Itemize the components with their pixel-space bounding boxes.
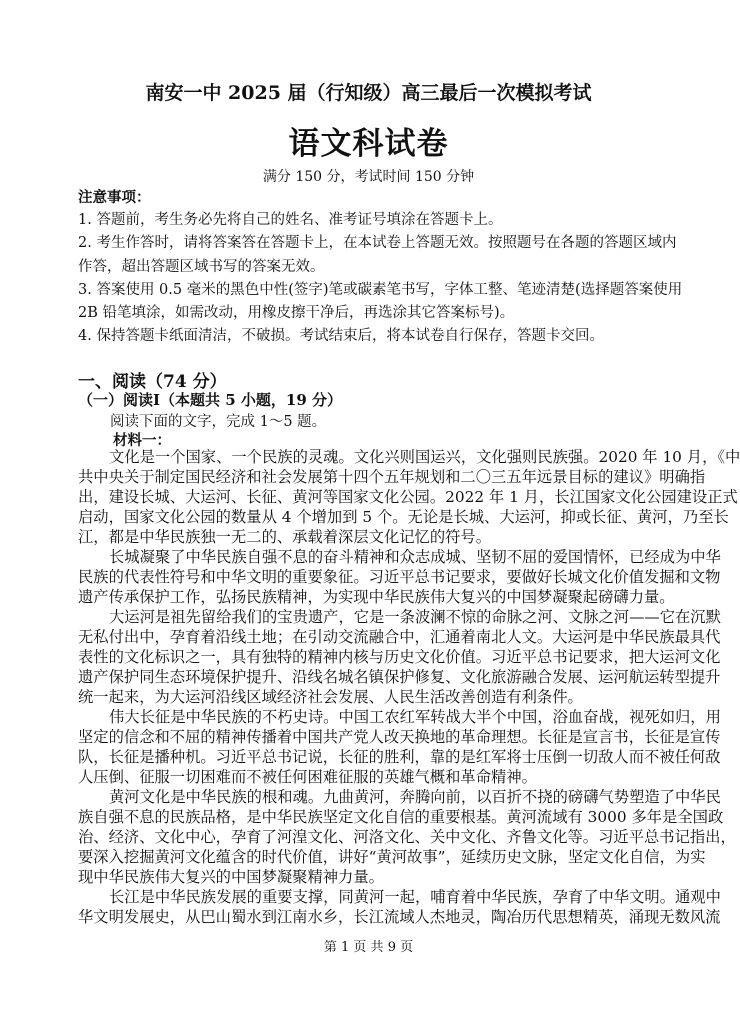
section-heading: 一、阅读（74 分）: [78, 372, 227, 392]
paragraph-line: 启动，国家文化公园的数量从 4 个增加到 5 个。无论是长城、大运河，抑或长征、黄河，乃至长: [78, 508, 729, 526]
notes-line: 1. 答题前，考生务必先将自己的姓名、准考证号填涂在答题卡上。: [78, 212, 503, 229]
paragraph: [78, 787, 736, 887]
page-footer: 第 1 页 共 9 页: [323, 940, 414, 955]
paragraph-line: 共中央关于制定国民经济和社会发展第十四个五年规划和二〇三五年远景目标的建议》明确指: [78, 468, 706, 486]
paragraph-line: 黄河文化是中华民族的根和魂。九曲黄河，奔腾向前，以百折不挠的磅礴气势塑造了中华民: [109, 788, 721, 806]
notes-line: 2B 铅笔填涂，如需改动，用橡皮擦干净后，再选涂其它答案标号)。: [78, 305, 515, 322]
paragraph-line: 华文明发展史，从巴山蜀水到江南水乡，长江流域人杰地灵，陶冶历代思想精英，涌现无数风流: [78, 908, 721, 926]
paragraph-line: 伟大长征是中华民族的不朽史诗。中国工农红军转战大半个中国，浴血奋战，视死如归，用: [109, 708, 721, 726]
paragraph-line: 长城凝聚了中华民族自强不息的奋斗精神和众志成城、坚韧不屈的爱国情怀，已经成为中华: [109, 548, 721, 566]
notes-line: 4. 保持答题卡纸面清洁，不破损。考试结束后，将本试卷自行保存，答题卡交回。: [78, 328, 604, 345]
paragraph-line: 表性的文化标识之一，具有独特的精神内核与历史文化价值。习近平总书记要求，把大运河文化: [78, 648, 721, 666]
paragraph-line: 出，建设长城、大运河、长征、黄河等国家文化公园。2022 年 1 月，长江国家文化公园建设正式: [78, 488, 738, 506]
paragraph-line: 治、经济、文化中心，孕育了河湟文化、河洛文化、关中文化、齐鲁文化等。习近平总书记指出，: [78, 828, 736, 846]
material-label: 材料一：: [113, 432, 171, 449]
paragraph-line: 族自强不息的民族品格，是中华民族坚定文化自信的重要根基。黄河流域有 3000 多年是全国政: [78, 808, 724, 826]
paragraph-line: 人压倒、征服一切困难而不被任何困难征服的英雄气概和革命精神。: [78, 768, 537, 786]
paragraph-line: 大运河是祖先留给我们的宝贵遗产，它是一条波澜不惊的命脉之河、文脉之河——它在沉默: [109, 608, 721, 626]
notes-heading: 注意事项：: [78, 189, 151, 206]
paper-title: 语文科试卷: [288, 126, 449, 162]
paragraph: [78, 887, 721, 927]
paragraph-line: 江，都是中华民族独一无二的、承载着深层文化记忆的符号。: [78, 528, 492, 546]
reading-passage: [78, 447, 740, 927]
paragraph: [78, 447, 740, 547]
notes-line: 2. 考生作答时，请将答案答在答题卡上，在本试卷上答题无效。按照题号在各题的答题区域内: [78, 235, 677, 252]
notes-section: [78, 186, 683, 348]
paragraph: [78, 707, 721, 787]
instruction-text: 阅读下面的文字，完成 1～5 题。: [110, 414, 327, 430]
paragraph-line: 要深入挖掘黄河文化蕴含的时代价值，讲好“黄河故事”，延续历史文脉，坚定文化自信，为实: [78, 848, 706, 866]
exam-subtitle: 满分 150 分，考试时间 150 分钟: [262, 169, 475, 185]
paragraph-line: 民族的代表性符号和中华文明的重要象征。习近平总书记要求，要做好长城文化价值发掘和文物: [78, 568, 721, 586]
paragraph-line: 统一起来，为大运河沿线区域经济社会发展、人民生活改善创造有利条件。: [78, 688, 583, 706]
paragraph-line: 队，长征是播种机。习近平总书记说，长征的胜利，靠的是红军将士压倒一切敌人而不被任何敌: [78, 748, 721, 766]
paragraph-line: 坚定的信念和不屈的精神传播着中国共产党人改天换地的革命理想。长征是宣言书，长征是宣传: [78, 728, 721, 746]
paragraph: [78, 607, 721, 707]
paragraph-line: 长江是中华民族发展的重要支撑，同黄河一起，哺育着中华民族，孕育了中华文明。通观中: [109, 888, 721, 906]
paragraph-line: 文化是一个国家、一个民族的灵魂。文化兴则国运兴，文化强则民族强。2020 年 10 月，《中: [109, 448, 740, 466]
subsection-heading: （一）阅读Ⅰ（本题共 5 小题，19 分）: [78, 391, 342, 409]
notes-line: 作答，超出答题区域书写的答案无效。: [78, 258, 325, 275]
paragraph: [78, 547, 721, 607]
school-exam-title: 南安一中 2025 届（行知级）高三最后一次模拟考试: [145, 82, 592, 104]
paragraph-line: 遗产传承保护工作，弘扬民族精神，为实现中华民族伟大复兴的中国梦凝聚起磅礴力量。: [78, 588, 675, 606]
notes-line: 3. 答案使用 0.5 毫米的黑色中性(签字)笔或碳素笔书写，字体工整、笔迹清楚(选择题答案使用: [78, 281, 683, 298]
paragraph-line: 无私付出中，孕育着沿线土地；在引动交流融合中，汇通着南北人文。大运河是中华民族最具代: [78, 628, 721, 646]
paragraph-line: 现中华民族伟大复兴的中国梦凝聚精神力量。: [78, 868, 384, 886]
paragraph-line: 遗产保护同生态环境保护提升、沿线名城名镇保护修复、文化旅游融合发展、运河航运转型提升: [78, 668, 721, 686]
